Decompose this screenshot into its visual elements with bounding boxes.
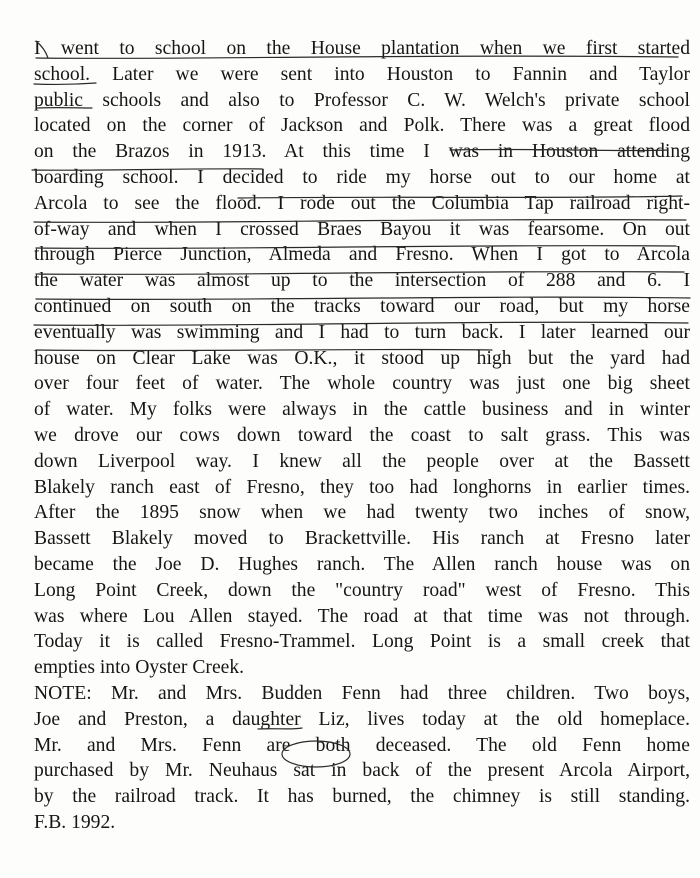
text-line: Blakely ranch east of Fresno, they too had longhorns in earlier times. [34, 476, 690, 498]
text-line: on the Brazos in 1913. At this time I was in Houston attending [34, 141, 690, 163]
text-line: through Pierce Junction, Almeda and Fresno. When I got to Arcola [34, 244, 690, 266]
text-line: F.B. 1992. [34, 811, 116, 833]
text-line: over four feet of water. The whole country was just one big sheet [34, 373, 690, 395]
text-line: Joe and Preston, a daughter Liz, lives today at the old homeplace. [34, 708, 690, 730]
text-line: public schools and also to Professor C. W. Welch's private school [34, 89, 690, 111]
text-line: purchased by Mr. Neuhaus sat in back of the present Arcola Airport, [34, 760, 690, 782]
text-line: school. Later we were sent into Houston to Fannin and Taylor [34, 63, 690, 85]
text-line: of-way and when I crossed Braes Bayou it was fearsome. On out [34, 218, 690, 240]
text-line: Mr. and Mrs. Fenn are both deceased. The old Fenn home [34, 734, 690, 756]
text-line: we drove our cows down toward the coast to salt grass. This was [34, 424, 690, 446]
text-line: Bassett Blakely moved to Brackettville. His ranch at Fresno later [34, 528, 690, 550]
text-line: by the railroad track. It has burned, the chimney is still standing. [34, 786, 690, 808]
text-line: Today it is called Fresno-Trammel. Long Point is a small creek that [34, 631, 690, 653]
text-line: empties into Oyster Creek. [34, 657, 245, 679]
text-line: NOTE: Mr. and Mrs. Budden Fenn had three children. Two boys, [34, 682, 690, 704]
text-line: became the Joe D. Hughes ranch. The Allen ranch house was on [34, 553, 690, 575]
text-line: was where Lou Allen stayed. The road at that time was not through. [34, 605, 690, 627]
text-line: of water. My folks were always in the cattle business and in winter [34, 399, 690, 421]
text-line: house on Clear Lake was O.K., it stood up high but the yard had [34, 347, 690, 369]
text-line: eventually was swimming and I had to turn back. I later learned our [34, 321, 690, 343]
text-line: continued on south on the tracks toward our road, but my horse [34, 295, 690, 317]
text-line: down Liverpool way. I knew all the people over at the Bassett [34, 450, 690, 472]
document-body [34, 36, 690, 836]
text-line: located on the corner of Jackson and Polk. There was a great flood [34, 115, 690, 137]
text-line: the water was almost up to the intersection of 288 and 6. I [34, 270, 690, 292]
text-line: Arcola to see the flood. I rode out the Columbia Tap railroad right- [34, 192, 690, 214]
text-line: Long Point Creek, down the "country road" west of Fresno. This [34, 579, 690, 601]
text-line: boarding school. I decided to ride my horse out to our home at [34, 166, 690, 188]
text-line: I went to school on the House plantation when we first started [34, 38, 690, 59]
text-line: After the 1895 snow when we had twenty two inches of snow, [34, 502, 690, 524]
